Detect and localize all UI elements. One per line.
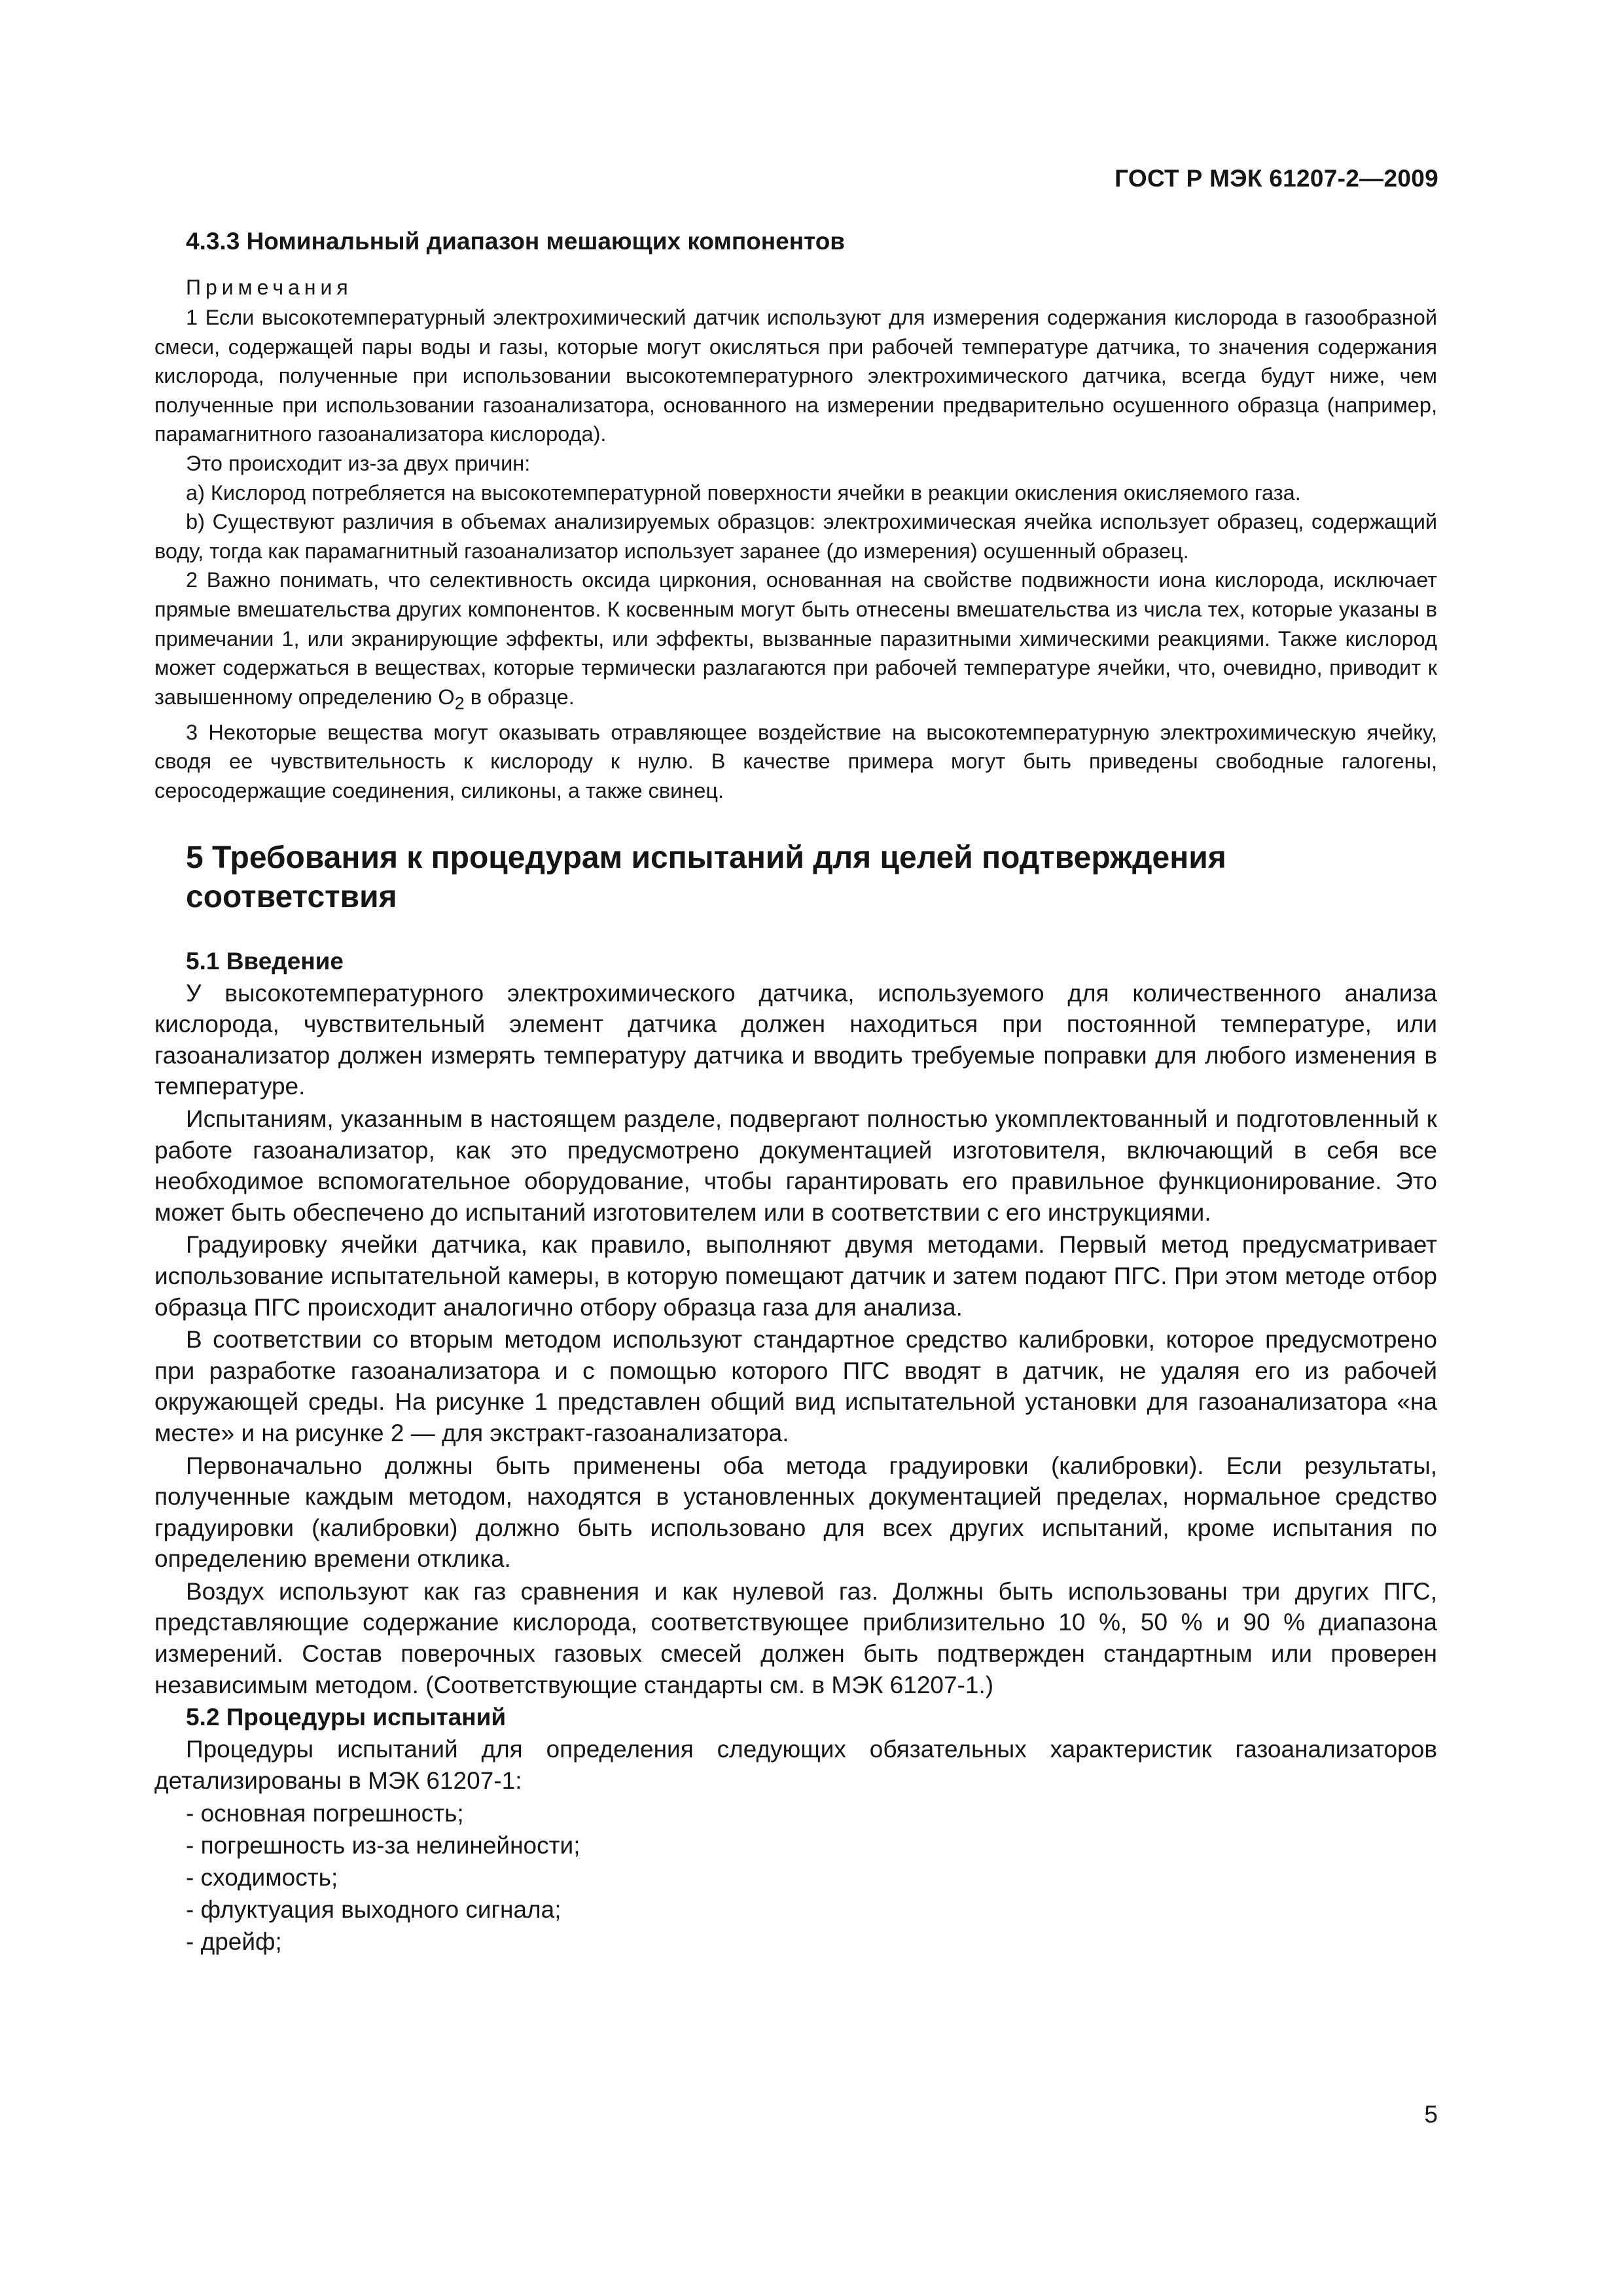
- page-number: 5: [1424, 2101, 1438, 2128]
- section-5-1-heading: 5.1 Введение: [186, 947, 344, 975]
- list-item: - флуктуация выходного сигнала;: [186, 1893, 1437, 1926]
- note-2-text-end: в образце.: [464, 685, 575, 709]
- list-item: - сходимость;: [186, 1861, 1437, 1893]
- note-1: 1 Если высокотемпературный электрохимический датчик используют для измерения содержания кислорода в газообразной смеси, содержащей пары воды и газы, которые могут окисляться при рабочей температуре датчика, то значения содержания кислорода, полученные при использовании высокотемпературного электрохимического датчика, всегда будут ниже, чем полученные при использовании газоанализатора, основанного на измерении предварительно осушенного образца (например, парамагнитного газоанализатора кислорода).: [154, 306, 1437, 446]
- note-2-text: 2 Важно понимать, что селективность оксида циркония, основанная на свойстве подвижности иона кислорода, исключает прямые вмешательства других компонентов. К косвенным могут быть отнесены вмешательства из числа тех, которые указаны в примечании 1, или экранирующие эффекты, или эффекты, вызванные паразитными химическими реакциями. Также кислород может содержаться в веществах, которые термически разлагаются при рабочей температуре ячейки, что, очевидно, приводит к завышенному определению O: [154, 568, 1437, 709]
- notes-block: [154, 273, 1437, 806]
- section-5-2-intro: Процедуры испытаний для определения следующих обязательных характеристик газоанализаторов детализированы в МЭК 61207-1:: [154, 1736, 1437, 1794]
- section-5-1-paragraph: Градуировку ячейки датчика, как правило, выполняют двумя методами. Первый метод предусматривает использование испытательной камеры, в которую помещают датчик и затем подают ПГС. При этом методе отбор образца ПГС происходит аналогично отбору образца газа для анализа.: [154, 1231, 1437, 1321]
- list-item: - погрешность из-за нелинейности;: [186, 1829, 1437, 1861]
- notes-title: Примечания: [186, 276, 353, 299]
- section-5-1-paragraph: Первоначально должны быть применены оба метода градуировки (калибровки). Если результаты, полученные каждым методом, находятся в установленных документацией пределах, нормальное средство градуировки (калибровки) должно быть использовано для всех других испытаний, кроме испытания по определению времени отклика.: [154, 1452, 1437, 1573]
- section-5-heading-line1: 5 Требования к процедурам испытаний для целей подтверждения: [186, 840, 1226, 875]
- document-body: [154, 226, 1437, 1958]
- section-5-heading: [186, 838, 1437, 917]
- note-1-reason-a: a) Кислород потребляется на высокотемпературной поверхности ячейки в реакции окисления окисляемого газа.: [186, 480, 1301, 505]
- section-5-1-paragraph: В соответствии со вторым методом используют стандартное средство калибровки, которое предусмотрено при разработке газоанализатора и с помощью которого ПГС вводят в датчик, не удаляя его из рабочей окружающей среды. На рисунке 1 представлен общий вид испытательной установки для газоанализатора «на месте» и на рисунке 2 — для экстракт-газоанализатора.: [154, 1326, 1437, 1446]
- characteristics-list: [154, 1797, 1437, 1958]
- section-5-1-paragraph: Испытаниям, указанным в настоящем разделе, подвергают полностью укомплектованный и подготовленный к работе газоанализатор, как это предусмотрено документацией изготовителя, включающий в себя все необходимое вспомогательное оборудование, чтобы гарантировать его правильное функционирование. Это может быть обеспечено до испытаний изготовителем или в соответствии с его инструкциями.: [154, 1105, 1437, 1226]
- section-4-3-3-heading: 4.3.3 Номинальный диапазон мешающих компонентов: [186, 228, 846, 255]
- note-1-reason-b: b) Существуют различия в объемах анализируемых образцов: электрохимическая ячейка использует образец, содержащий воду, тогда как парамагнитный газоанализатор использует заранее (до измерения) осушенный образец.: [154, 510, 1437, 563]
- note-2: [154, 565, 1437, 717]
- note-1-reasons-intro: Это происходит из-за двух причин:: [186, 451, 531, 475]
- section-5-2-heading: 5.2 Процедуры испытаний: [186, 1704, 507, 1731]
- section-5-1-body: [154, 978, 1437, 1701]
- section-5-heading-line2: соответствия: [186, 879, 397, 914]
- section-5-1-paragraph: У высокотемпературного электрохимического датчика, используемого для количественного анализа кислорода, чувствительный элемент датчика должен находиться при постоянной температуре, или газоанализатор должен измерять температуру датчика и вводить требуемые поправки для любого изменения в температуре.: [154, 979, 1437, 1100]
- list-item: - основная погрешность;: [186, 1797, 1437, 1829]
- document-code: ГОСТ Р МЭК 61207-2—2009: [1115, 165, 1438, 192]
- section-5-2-body: [154, 1734, 1437, 1796]
- note-3: 3 Некоторые вещества могут оказывать отравляющее воздействие на высокотемпературную электрохимическую ячейку, сводя ее чувствительность к кислороду к нулю. В качестве примера могут быть приведены свободные галогены, серосодержащие соединения, силиконы, а также свинец.: [154, 720, 1437, 802]
- list-item: - дрейф;: [186, 1926, 1437, 1958]
- section-5-1-paragraph: Воздух используют как газ сравнения и как нулевой газ. Должны быть использованы три других ПГС, представляющие содержание кислорода, соответствующее приблизительно 10 %, 50 % и 90 % диапазона измерений. Состав поверочных газовых смесей должен быть подтвержден стандартным или проверен независимым методом. (Соответствующие стандарты см. в МЭК 61207-1.): [154, 1577, 1437, 1698]
- note-2-subscript: 2: [454, 692, 465, 713]
